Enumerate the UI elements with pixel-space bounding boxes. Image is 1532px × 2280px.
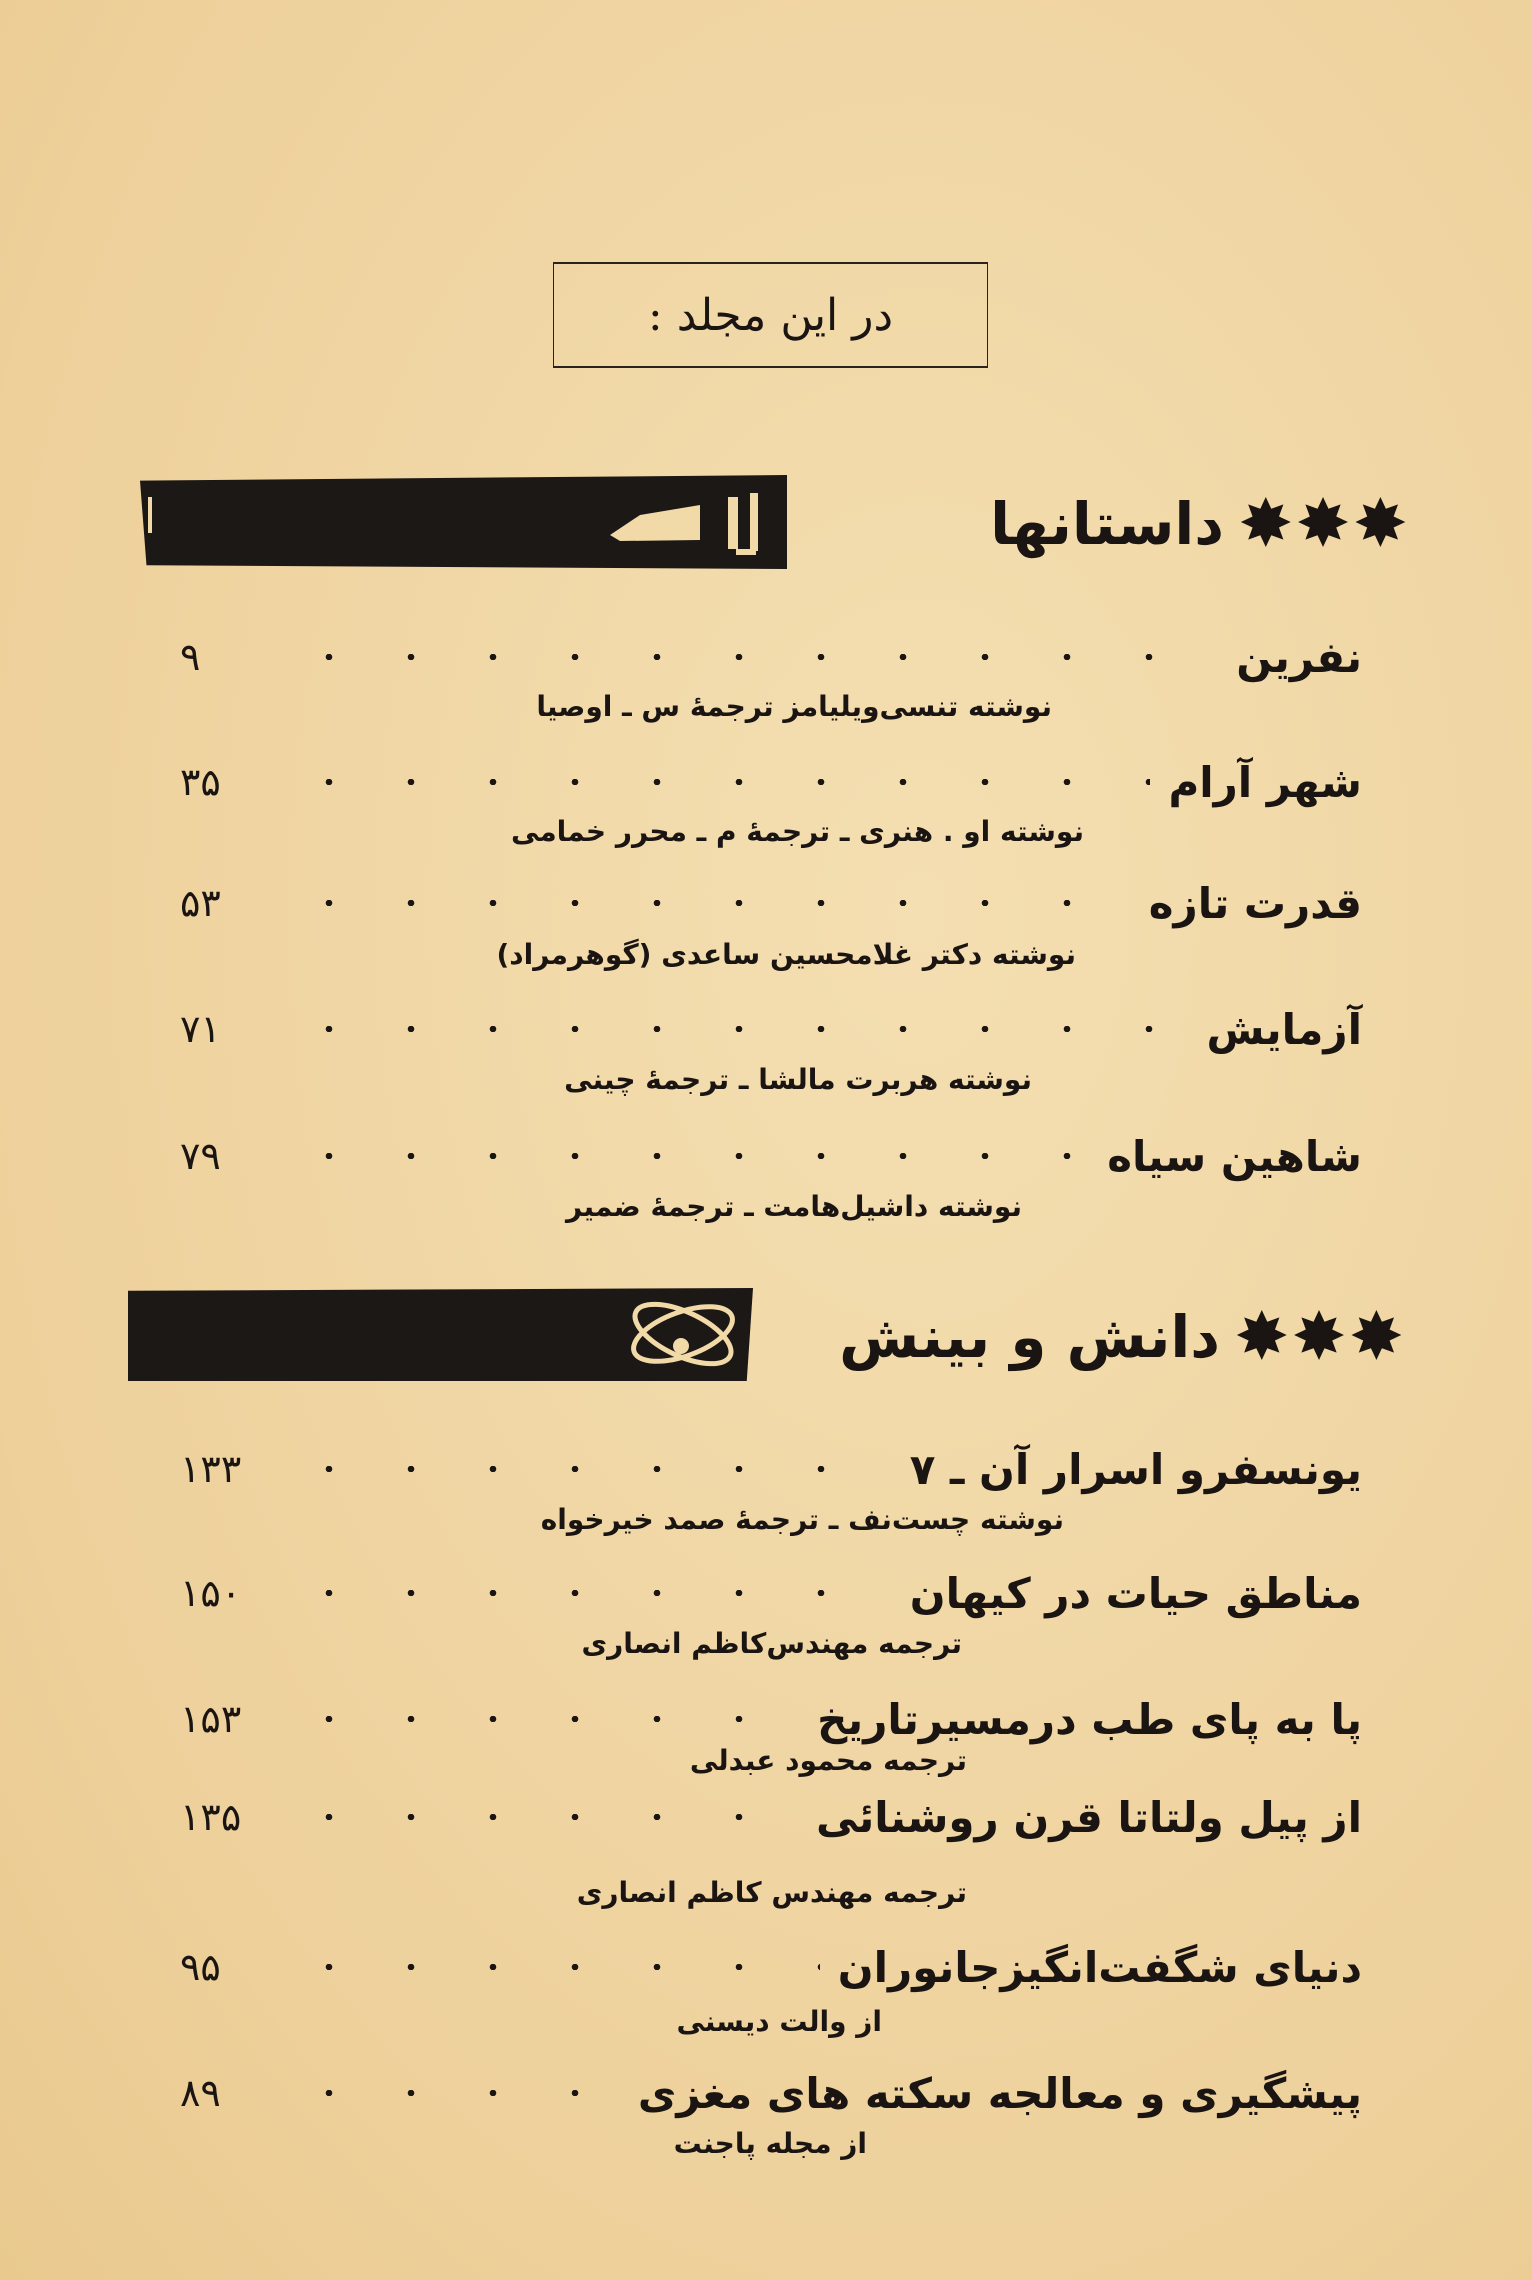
entry-title: شهر آرام (1168, 757, 1362, 807)
leader-dots (288, 900, 1131, 906)
entry-title: قدرت تازه (1148, 878, 1362, 928)
leader-dots (288, 654, 1218, 660)
toc-entry[interactable] (180, 627, 1362, 687)
entry-title: پا به پای طب درمسیرتاریخ (817, 1694, 1362, 1744)
entry-title: آزمایش (1206, 1004, 1362, 1054)
leader-dots (288, 1716, 799, 1722)
toc-entry[interactable] (180, 1126, 1362, 1186)
entry-title: نفرین (1236, 632, 1362, 682)
page-title (553, 262, 988, 368)
star-icon: ✸ (1234, 1298, 1290, 1375)
entry-title: دنیای شگفت‌انگیزجانوران (837, 1942, 1362, 1992)
entry-byline: نوشته او . هنری ـ ترجمهٔ م ـ محرر خمامی (510, 815, 1084, 848)
toc-entry[interactable] (180, 1689, 1362, 1749)
entry-page-number: ۷۹ (180, 1134, 221, 1178)
star-icon: ✸ (1352, 485, 1408, 562)
star-icon: ✸ (1291, 1298, 1347, 1375)
entry-byline: نوشته داشیل‌هامت ـ ترجمهٔ ضمیر (566, 1190, 1022, 1223)
section-heading-stories (990, 485, 1408, 562)
entry-page-number: ۹۵ (180, 1945, 221, 1989)
entry-title: مناطق حیات در کیهان (909, 1568, 1362, 1618)
entry-page-number: ۹ (180, 635, 201, 679)
leader-dots (288, 1466, 892, 1472)
entry-byline: ترجمه مهندس‌کاظم انصاری (581, 1627, 962, 1660)
section-banner-knowledge (128, 1288, 753, 1381)
entry-byline: نوشته چست‌نف ـ ترجمهٔ صمد خیرخواه (540, 1503, 1064, 1536)
star-icon: ✸ (1238, 485, 1294, 562)
entry-page-number: ۱۵۰ (180, 1571, 242, 1615)
entry-title: از پیل ولتاتا قرن روشنائی (815, 1792, 1362, 1842)
leader-dots (288, 1153, 1089, 1159)
entry-page-number: ۳۵ (180, 760, 221, 804)
section-heading-text: داستانها (990, 490, 1225, 558)
entry-byline: از والت دیسنی (676, 2005, 882, 2038)
entry-byline: نوشته دکتر غلامحسین ساعدی (گوهرمراد) (496, 938, 1076, 971)
leader-dots (288, 779, 1150, 785)
section-heading-text: دانش و بینش (839, 1303, 1221, 1371)
entry-page-number: ۱۳۵ (180, 1795, 242, 1839)
toc-entry[interactable] (180, 1563, 1362, 1623)
entry-page-number: ۵۳ (180, 881, 221, 925)
star-icon: ✸ (1295, 485, 1351, 562)
section-banner-stories (140, 475, 787, 569)
entry-title: پیشگیری و معالجه سکته های مغزی (637, 2068, 1362, 2118)
toc-entry[interactable] (180, 2063, 1362, 2123)
entry-page-number: ۷۱ (180, 1007, 221, 1051)
entry-page-number: ۱۵۳ (180, 1697, 242, 1741)
entry-byline: نوشته تنسی‌ویلیامز ترجمهٔ س ـ اوصیا (536, 690, 1052, 723)
entry-title: شاهین سیاه (1107, 1131, 1362, 1181)
toc-entry[interactable] (180, 1439, 1362, 1499)
leader-dots (288, 1026, 1189, 1032)
page-title-text: در این مجلد : (647, 289, 894, 341)
leader-dots (288, 2090, 620, 2096)
toc-entry[interactable] (180, 1937, 1362, 1997)
entry-byline: از مجله پاجنت (673, 2127, 867, 2160)
toc-entry[interactable] (180, 999, 1362, 1059)
leader-dots (288, 1964, 820, 1970)
entry-byline: ترجمه مهندس کاظم انصاری (576, 1876, 967, 1909)
stars-decoration (1234, 1298, 1404, 1375)
toc-entry[interactable] (180, 1787, 1362, 1847)
entry-page-number: ۸۹ (180, 2071, 221, 2115)
entry-byline: نوشته هربرت مالشا ـ ترجمهٔ چینی (564, 1063, 1032, 1096)
leader-dots (288, 1814, 798, 1820)
entry-page-number: ۱۳۳ (180, 1447, 242, 1491)
entry-byline: ترجمه محمود عبدلی (689, 1744, 967, 1777)
entry-title: یونسفرو اسرار آن ـ ۷ (909, 1444, 1362, 1494)
toc-entry[interactable] (180, 873, 1362, 933)
stars-decoration (1238, 485, 1408, 562)
leader-dots (288, 1590, 892, 1596)
atom-icon (128, 1288, 753, 1381)
open-book-icon (140, 475, 787, 569)
toc-entry[interactable] (180, 752, 1362, 812)
section-heading-knowledge (839, 1298, 1404, 1375)
star-icon: ✸ (1348, 1298, 1404, 1375)
